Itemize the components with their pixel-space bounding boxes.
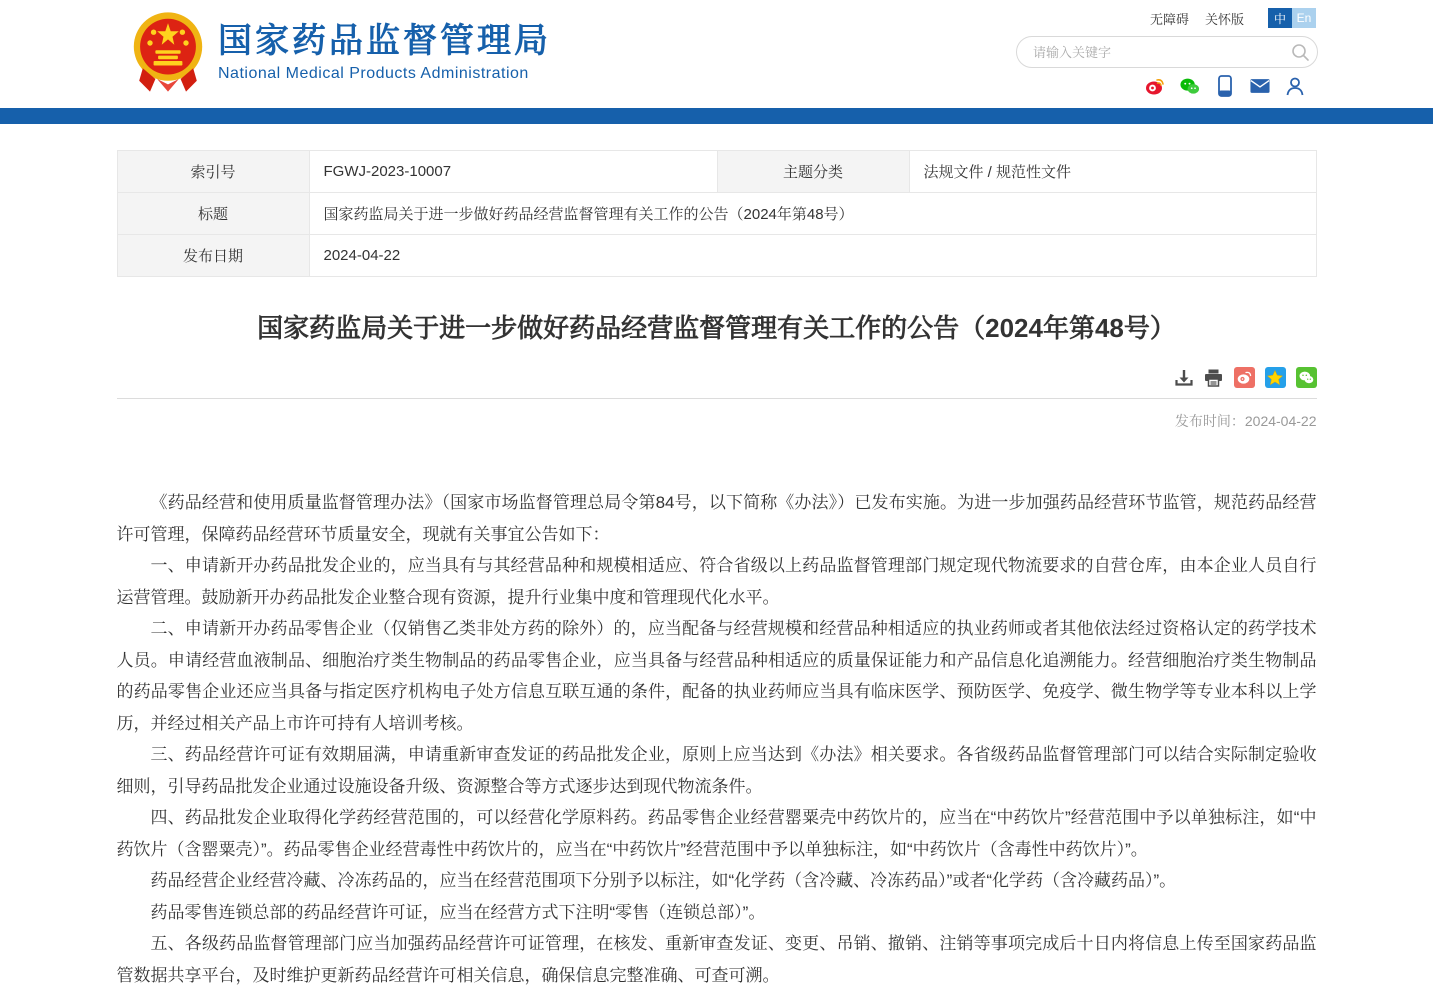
article-paragraph: 《药品经营和使用质量监督管理办法》（国家市场监督管理总局令第84号，以下简称《办法》）已发布实施。为进一步加强药品经营环节监管，规范药品经营许可管理，保障药品经营环节质量安全，现就有关事宜公告如下：: [116, 493, 1317, 544]
national-emblem-icon: [132, 8, 204, 96]
table-row: [117, 151, 1316, 193]
lang-en-button[interactable]: En: [1292, 8, 1316, 28]
care-version-link[interactable]: 关怀版: [1204, 11, 1244, 27]
wechat-icon[interactable]: [1180, 76, 1200, 96]
publish-time: 发布时间：2024-04-22: [1174, 413, 1317, 429]
article-paragraph: 一、申请新开办药品批发企业的，应当具有与其经营品种和规模相适应、符合省级以上药品监督管理部门规定现代物流要求的自营仓库，由本企业人员自行运营管理。鼓励新开办药品批发企业整合现有资源，提升行业集中度和管理现代化水平。: [116, 556, 1317, 607]
mobile-icon[interactable]: [1215, 76, 1235, 96]
article-paragraph: 四、药品批发企业取得化学药经营范围的，可以经营化学原料药。药品零售企业经营罂粟壳中药饮片的，应当在“中药饮片”经营范围中予以单独标注，如“中药饮片（含罂粟壳）”。药品零售企业经营毒性中药饮片的，应当在“中药饮片”经营范围中予以单独标注，如“中药饮片（含毒性中药饮片）”。: [116, 808, 1317, 859]
user-icon[interactable]: [1285, 76, 1305, 96]
qzone-share-icon[interactable]: [1265, 367, 1286, 388]
lang-zh-button[interactable]: 中: [1268, 8, 1292, 28]
wechat-share-icon[interactable]: [1296, 367, 1317, 388]
topic-category-label: 主题分类: [717, 151, 909, 193]
header-social-icons: [1145, 76, 1305, 96]
site-logo[interactable]: [132, 8, 551, 96]
document-info-table: [117, 150, 1317, 277]
language-toggle: [1268, 8, 1316, 28]
title-label: 标题: [117, 193, 309, 235]
mail-icon[interactable]: [1250, 76, 1270, 96]
top-links: [1150, 8, 1316, 28]
article-paragraph: 二、申请新开办药品零售企业（仅销售乙类非处方药的除外）的，应当配备与经营规模和经营品种相适应的执业药师或者其他依法经过资格认定的药学技术人员。申请经营血液制品、细胞治疗类生物制品的药品零售企业，应当具备与经营品种相适应的质量保证能力和产品信息化追溯能力。经营细胞治疗类生物制品的药品零售企业还应当具备与指定医疗机构电子处方信息互联互通的条件，配备的执业药师应当具有临床医学、预防医学、免疫学、微生物学等专业本科以上学历，并经过相关产品上市许可持有人培训考核。: [116, 619, 1317, 733]
search-icon[interactable]: [1283, 37, 1317, 67]
table-row: [117, 235, 1316, 277]
table-row: [117, 193, 1316, 235]
download-icon[interactable]: [1174, 368, 1194, 388]
site-subtitle: National Medical Products Administration: [218, 65, 529, 82]
site-header: [0, 0, 1433, 108]
article-paragraph: 五、各级药品监督管理部门应当加强药品经营许可证管理，在核发、重新审查发证、变更、吊销、撤销、注销等事项完成后十日内将信息上传至国家药品监管数据共享平台，及时维护更新药品经营许可相关信息，确保信息完整准确、可查可溯。: [116, 934, 1317, 985]
page-title: 国家药监局关于进一步做好药品经营监督管理有关工作的公告（2024年第48号）: [257, 313, 1176, 343]
index-number-value: FGWJ-2023-10007: [309, 151, 717, 193]
main-nav-bar[interactable]: [0, 108, 1433, 124]
print-icon[interactable]: [1204, 368, 1224, 388]
weibo-share-icon[interactable]: [1234, 367, 1255, 388]
article-toolbar: [117, 367, 1317, 399]
article-paragraph: 药品零售连锁总部的药品经营许可证，应当在经营方式下注明“零售（连锁总部）”。: [150, 902, 766, 922]
publish-date-value: 2024-04-22: [309, 235, 1316, 277]
weibo-icon[interactable]: [1145, 76, 1165, 96]
accessibility-link[interactable]: 无障碍: [1149, 11, 1189, 27]
topic-category-value: 法规文件 / 规范性文件: [909, 151, 1316, 193]
search-input[interactable]: [1017, 45, 1283, 60]
search-box: [1016, 36, 1318, 68]
site-title: 国家药品监督管理局: [218, 22, 551, 60]
content-area: [117, 124, 1317, 991]
publish-date-label: 发布日期: [117, 235, 309, 277]
title-value: 国家药监局关于进一步做好药品经营监督管理有关工作的公告（2024年第48号）: [309, 193, 1316, 235]
article-paragraph: 三、药品经营许可证有效期届满，申请重新审查发证的药品批发企业，原则上应当达到《办法》相关要求。各省级药品监督管理部门可以结合实际制定验收细则，引导药品批发企业通过设施设备升级、资源整合等方式逐步达到现代物流条件。: [116, 745, 1317, 796]
index-number-label: 索引号: [117, 151, 309, 193]
article-body: [117, 487, 1317, 991]
article-paragraph: 药品经营企业经营冷藏、冷冻药品的，应当在经营范围项下分别予以标注，如“化学药（含冷藏、冷冻药品）”或者“化学药（含冷藏药品）”。: [150, 871, 1177, 890]
